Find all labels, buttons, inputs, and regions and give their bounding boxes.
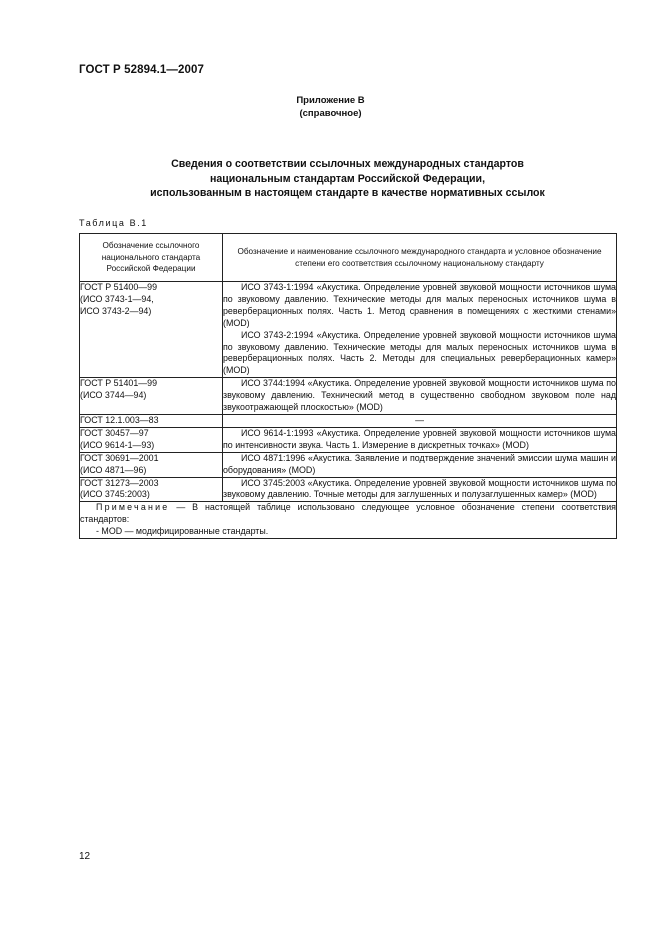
column-header-national-standard: Обозначение ссылочного национального стандарта Российской Федерации xyxy=(80,234,223,282)
national-standard-cell xyxy=(80,282,223,378)
standard-designation: (ИСО 4871—96) xyxy=(80,464,147,475)
standard-designation: ГОСТ Р 51400—99 xyxy=(80,282,158,292)
note-body: — В настоящей таблице использовано следующее условное обозначение степени соответствия стандартов: xyxy=(80,502,616,525)
table-row xyxy=(80,427,617,452)
standard-designation: ГОСТ 30457—97 xyxy=(80,427,149,438)
standard-designation: ГОСТ 31273—2003 xyxy=(80,477,159,488)
heading-line: использованным в настоящем стандарте в качестве нормативных ссылок xyxy=(150,187,545,199)
standard-description: ИСО 3743-1:1994 «Акустика. Определение уровней звуковой мощности источников шума по звуковому давлению. Технические методы для малых переносных источников шума в реверберационных полях. Часть 1. Метод сравнения в помещениях с жесткими стенами» (MOD) xyxy=(223,282,616,328)
heading-line: Сведения о соответствии ссылочных международных стандартов xyxy=(171,158,524,170)
appendix-subtitle: (справочное) xyxy=(299,108,362,119)
appendix-title: Приложение В xyxy=(296,95,365,106)
page-number: 12 xyxy=(79,851,91,862)
column-header-international-standard: Обозначение и наименование ссылочного международного стандарта и условное обозначение степени его соответствия ссылочному национальному стандарту xyxy=(223,234,617,282)
standard-description: — xyxy=(415,414,424,425)
international-standard-cell xyxy=(223,378,617,415)
note-text xyxy=(80,502,616,526)
table-row xyxy=(80,414,617,427)
standard-designation: (ИСО 9614-1—93) xyxy=(80,439,155,450)
standard-designation: ГОСТ Р 51401—99 xyxy=(80,378,158,389)
international-standard-cell xyxy=(223,477,617,502)
table-label: Таблица В.1 xyxy=(79,218,148,228)
standard-description: ИСО 3744:1994 «Акустика. Определение уровней звуковой мощности источников шума по звуковому давлению. Технический метод в существенно свободном звуковом поле над звукоотражающей плоскостью» (MOD) xyxy=(223,378,616,413)
table-row xyxy=(80,282,617,378)
table-note xyxy=(80,502,617,538)
national-standard-cell xyxy=(80,414,223,427)
table-row xyxy=(80,477,617,502)
table-header-row xyxy=(80,234,617,282)
standard-designation: (ИСО 3744—94) xyxy=(80,390,147,401)
standard-description: ИСО 3745:2003 «Акустика. Определение уровней звуковой мощности источников шума по звуковому давлению. Точные методы для заглушенных и полузаглушенных камер» (MOD) xyxy=(223,477,616,500)
standard-designation: ИСО 3743-2—94) xyxy=(80,305,152,316)
document-id: ГОСТ Р 52894.1—2007 xyxy=(79,64,204,76)
international-standard-cell xyxy=(223,427,617,452)
national-standard-cell xyxy=(80,477,223,502)
standard-designation: ГОСТ 30691—2001 xyxy=(80,452,159,463)
note-item: - MOD — модифицированные стандарты. xyxy=(96,525,269,536)
national-standard-cell xyxy=(80,378,223,415)
standard-description: ИСО 3743-2:1994 «Акустика. Определение уровней звуковой мощности источников шума по звуковому давлению. Технические методы для малых переносных источников шума в реверберационных полях. Часть 2. Методы для специальных реверберационных камер» (MOD) xyxy=(223,329,616,376)
table-row xyxy=(80,452,617,477)
international-standard-cell xyxy=(223,282,617,378)
table-note-row xyxy=(80,502,617,538)
section-heading xyxy=(60,157,635,201)
standard-designation: ГОСТ 12.1.003—83 xyxy=(80,414,159,425)
reference-table xyxy=(79,233,617,539)
international-standard-cell xyxy=(223,452,617,477)
note-label: Примечание xyxy=(96,502,170,513)
table-row xyxy=(80,378,617,415)
standard-designation: (ИСО 3745:2003) xyxy=(80,489,150,500)
national-standard-cell xyxy=(80,452,223,477)
international-standard-cell xyxy=(223,414,617,427)
national-standard-cell xyxy=(80,427,223,452)
heading-line: национальным стандартам Российской Федерации, xyxy=(209,172,486,185)
standard-designation: (ИСО 3743-1—94, xyxy=(80,293,154,304)
standard-description: ИСО 4871:1996 «Акустика. Заявление и подтверждение значений эмиссии шума машин и оборудования» (MOD) xyxy=(223,452,616,475)
standard-description: ИСО 9614-1:1993 «Акустика. Определение уровней звуковой мощности источников шума по интенсивности звука. Часть 1. Измерение в дискретных точках» (MOD) xyxy=(223,427,616,450)
